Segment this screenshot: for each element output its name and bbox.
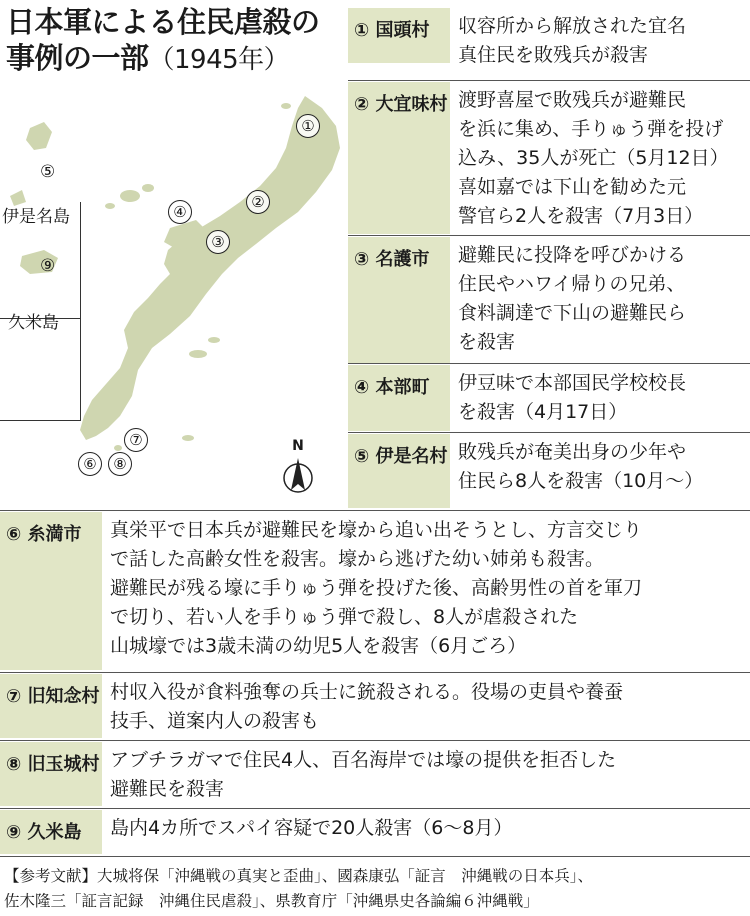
north-label: N [292, 438, 304, 454]
entry-text: 収容所から解放された宜名 真住民を敗残兵が殺害 [458, 15, 687, 66]
entry-text: 避難民に投降を呼びかける 住民やハワイ帰りの兄弟、 食料調達で下山の避難民ら を殺害 [458, 244, 687, 353]
map-marker-3: ③ [206, 230, 230, 254]
title-line1: 日本軍による住民虐殺の [6, 5, 320, 39]
entry-text: 島内4カ所でスパイ容疑で20人殺害（6～8月） [110, 817, 513, 839]
entry-label: ⑥ 糸満市 [6, 524, 82, 545]
map-marker-6: ⑥ [78, 452, 102, 476]
entry-row-4 [348, 365, 750, 431]
entry-label-cell [348, 237, 450, 363]
title-line2: 事例の一部（1945年） [6, 41, 290, 75]
row-divider [0, 672, 750, 673]
inset-label-izena-num: ⑤ [40, 162, 56, 182]
map-marker-2: ② [246, 190, 270, 214]
entry-label: ⑨ 久米島 [6, 822, 82, 843]
row-divider [348, 235, 750, 236]
row-divider [0, 740, 750, 741]
entry-label-cell [0, 742, 102, 806]
north-arrow [280, 438, 316, 498]
entry-row-1 [348, 8, 750, 66]
entry-label-cell [348, 82, 450, 234]
inset-label-izena: 伊是名島 [2, 207, 70, 227]
entry-label: ⑤ 伊是名村 [354, 446, 448, 467]
entry-label: ① 国頭村 [354, 20, 430, 41]
entry-row-5 [348, 434, 750, 508]
map-marker-8: ⑧ [108, 452, 132, 476]
row-divider [348, 432, 750, 433]
entry-row-6 [0, 512, 750, 670]
entry-row-9 [0, 810, 750, 854]
inset-label-kume: 久米島 [8, 313, 59, 333]
entry-label-cell [348, 8, 450, 63]
entry-label-cell [348, 434, 450, 508]
map-marker-7: ⑦ [124, 428, 148, 452]
compass-icon [280, 454, 316, 498]
entry-label: ⑦ 旧知念村 [6, 686, 100, 707]
row-divider [0, 510, 750, 511]
row-divider [348, 363, 750, 364]
map-marker-1: ① [296, 114, 320, 138]
entry-row-8 [0, 742, 750, 806]
entry-row-3 [348, 237, 750, 363]
title-year: （1945年） [148, 45, 290, 75]
map-marker-4: ④ [168, 200, 192, 224]
entry-label: ⑧ 旧玉城村 [6, 754, 100, 775]
entry-label: ④ 本部町 [354, 377, 430, 398]
entry-text: 渡野喜屋で敗残兵が避難民 を浜に集め、手りゅう弾を投げ 込み、35人が死亡（5月12日） 喜如嘉では下山を勧めた元 警官ら2人を殺害（7月3日） [458, 89, 729, 227]
entry-label-cell [0, 674, 102, 738]
entry-label-cell [348, 365, 450, 431]
row-divider [0, 856, 750, 857]
entry-text: 敗残兵が奄美出身の少年や 住民ら8人を殺害（10月～） [458, 441, 704, 492]
page-title [6, 4, 346, 78]
entry-row-7 [0, 674, 750, 738]
entry-label-cell [0, 810, 102, 854]
entry-label: ② 大宜味村 [354, 94, 448, 115]
entry-label-cell [0, 512, 102, 670]
entry-text: 真栄平で日本兵が避難民を壕から追い出そうとし、方言交じり で話した高齢女性を殺害。壕から逃げた幼い姉弟も殺害。 避難民が残る壕に手りゅう弾を投げた後、高齢男性の首を軍刀 で切り、若い人を手りゅう弾で殺し、8人が虐殺された 山城壕では3歳未満の幼児5人を殺害（6月ごろ） [110, 519, 643, 657]
inset-label-kume-num: ⑨ [40, 256, 56, 276]
entry-row-2 [348, 82, 750, 234]
entry-text: アブチラガマで住民4人、百名海岸では壕の提供を拒否した 避難民を殺害 [110, 749, 617, 800]
entry-text: 村収入役が食料強奪の兵士に銃殺される。役場の吏員や養蚕 技手、道案内人の殺害も [110, 681, 624, 732]
entry-label: ③ 名護市 [354, 249, 430, 270]
entry-text: 伊豆味で本部国民学校校長 を殺害（4月17日） [458, 372, 687, 423]
references: 【参考文献】大城将保「沖縄戦の真実と歪曲」、國森康弘「証言 沖縄戦の日本兵」、 佐木隆三「証言記録 沖縄住民虐殺」、県教育庁「沖縄県史各論編６沖縄戦」 [4, 867, 594, 910]
row-divider [0, 808, 750, 809]
okinawa-map [0, 78, 345, 508]
row-divider [348, 80, 750, 81]
